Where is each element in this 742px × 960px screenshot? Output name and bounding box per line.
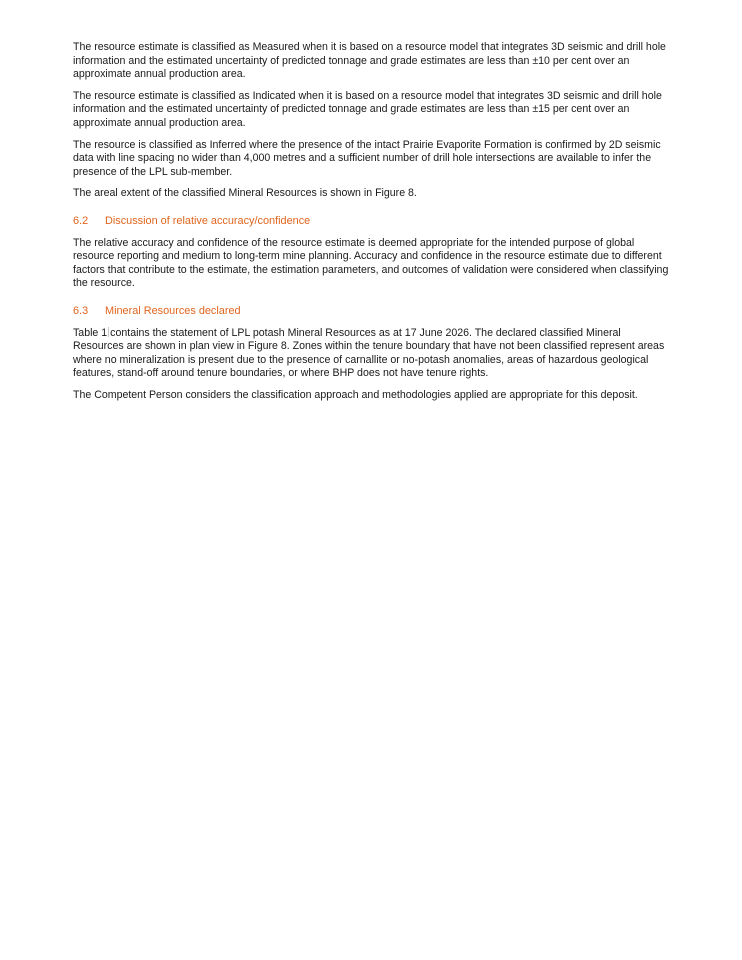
paragraph-text: contains the statement of LPL potash Mineral Resources as at 17 June 2026. The declared classified Mineral Resources are shown in plan view in Figure 8. Zones within the tenure boundary that have not been classified represent areas where no mineralization is present due to the presence of carnallite or no-potash anomalies, areas of hazardous geological features, stand-off around tenure boundaries, or where BHP does not have tenure rights. — [73, 326, 665, 380]
paragraph-indicated: The resource estimate is classified as Indicated when it is based on a resource model that integrates 3D seismic and drill hole information and the estimated uncertainty of predicted tonnage and grade estimates are less than ±15 per cent over an approximate annual production area. — [73, 89, 662, 129]
paragraph-areal-extent: The areal extent of the classified Mineral Resources is shown in Figure 8. — [73, 187, 417, 200]
paragraph-accuracy: The relative accuracy and confidence of the resource estimate is deemed appropriate for the intended purpose of global resource reporting and medium to long-term mine planning. Accuracy and confidence in the resource estimate due to different factors that contribute to the estimate, the estimation parameters, and outcomes of validation were considered when classifying the resource. — [73, 236, 669, 290]
paragraph-inferred: The resource is classified as Inferred where the presence of the intact Prairie Evaporite Formation is confirmed by 2D seismic data with line spacing no wider than 4,000 metres and a sufficient number of drill hole intersections are available to infer the presence of the LPL sub-member. — [73, 138, 661, 178]
section-number: 6.2 — [73, 214, 89, 227]
paragraph-competent-person: The Competent Person considers the classification approach and methodologies applied are appropriate for this deposit. — [73, 388, 638, 401]
section-title: Mineral Resources declared — [105, 304, 241, 317]
paragraph-measured: The resource estimate is classified as Measured when it is based on a resource model that integrates 3D seismic and drill hole information and the estimated uncertainty of predicted tonnage and grade estimates are less than ±10 per cent over an approximate annual production area. — [73, 41, 666, 81]
section-title: Discussion of relative accuracy/confidence — [105, 214, 311, 227]
section-number: 6.3 — [73, 304, 89, 317]
paragraph-resources-declared — [73, 327, 673, 381]
document-page — [73, 41, 673, 410]
table-reference-link[interactable]: Table 1 — [73, 326, 108, 339]
section-heading-6-3 — [73, 305, 673, 319]
section-heading-6-2 — [73, 215, 673, 229]
